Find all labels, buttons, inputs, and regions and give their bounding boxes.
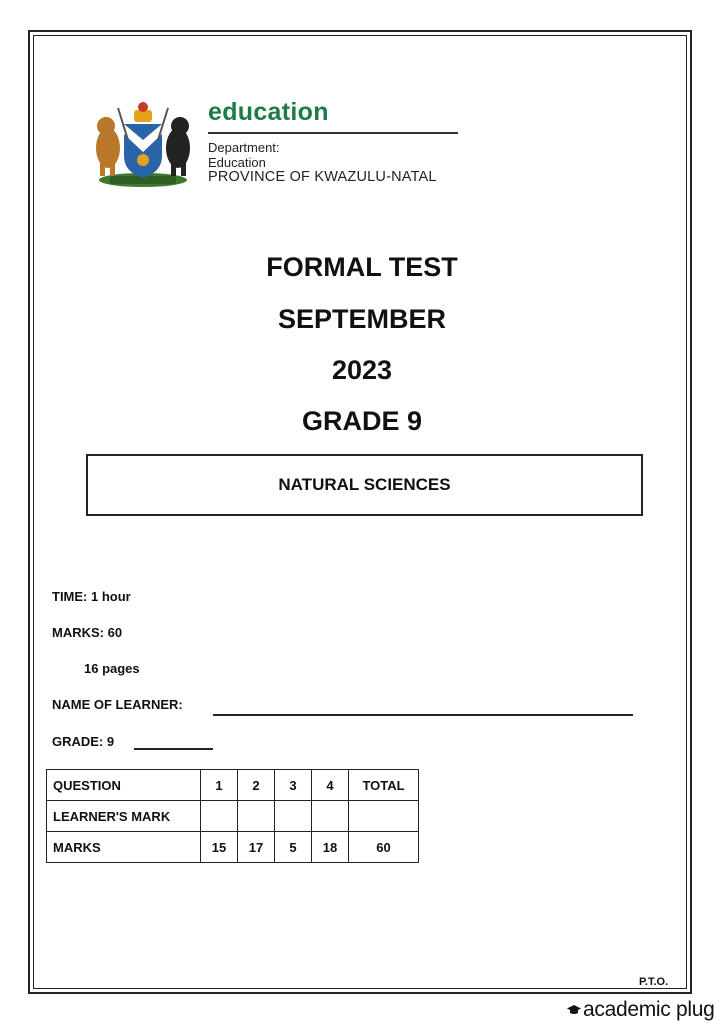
table-cell: 2 [238,770,275,801]
learner-mark-cell[interactable] [201,801,238,832]
department-divider [208,132,458,134]
coat-of-arms-icon [88,100,198,192]
marks-table [46,769,419,863]
table-cell: 60 [349,832,419,863]
learner-mark-cell[interactable] [312,801,349,832]
table-cell: 15 [201,832,238,863]
department-title: education [208,98,329,126]
table-row-marks [47,832,419,863]
title-year: 2023 [331,355,393,385]
table-cell: 17 [238,832,275,863]
title-formal-test: FORMAL TEST [266,252,458,282]
watermark-brand [566,998,715,1022]
table-cell: MARKS [47,832,201,863]
table-cell: 3 [275,770,312,801]
province-name: PROVINCE OF KWAZULU-NATAL [208,169,437,185]
grade-label: GRADE: 9 [52,734,115,749]
table-cell: 4 [312,770,349,801]
subject-box: NATURAL SCIENCES [86,454,643,516]
learner-name-label: NAME OF LEARNER: [52,697,183,712]
pages-label: 16 pages [84,661,140,676]
graduation-cap-icon [566,1004,582,1016]
grade-class-field[interactable] [134,748,213,750]
marks-label: MARKS: 60 [52,625,123,640]
table-row-header [47,770,419,801]
table-cell: 1 [201,770,238,801]
department-line2: Education [208,155,266,170]
learner-mark-cell[interactable] [238,801,275,832]
table-cell: 5 [275,832,312,863]
learner-mark-total-cell[interactable] [349,801,419,832]
table-cell: LEARNER'S MARK [47,801,201,832]
time-label: TIME: 1 hour [52,589,131,604]
department-line1: Department: [208,140,280,155]
title-grade: GRADE 9 [301,406,423,436]
learner-mark-cell[interactable] [275,801,312,832]
table-cell: 18 [312,832,349,863]
brand-text: academic plug [583,998,715,1021]
department-subtitle [208,140,437,185]
table-cell: TOTAL [349,770,419,801]
table-cell: QUESTION [47,770,201,801]
title-month: SEPTEMBER [277,304,447,334]
learner-name-field[interactable] [213,714,633,716]
table-row-learner-mark [47,801,419,832]
pto-label: P.T.O. [639,976,669,988]
